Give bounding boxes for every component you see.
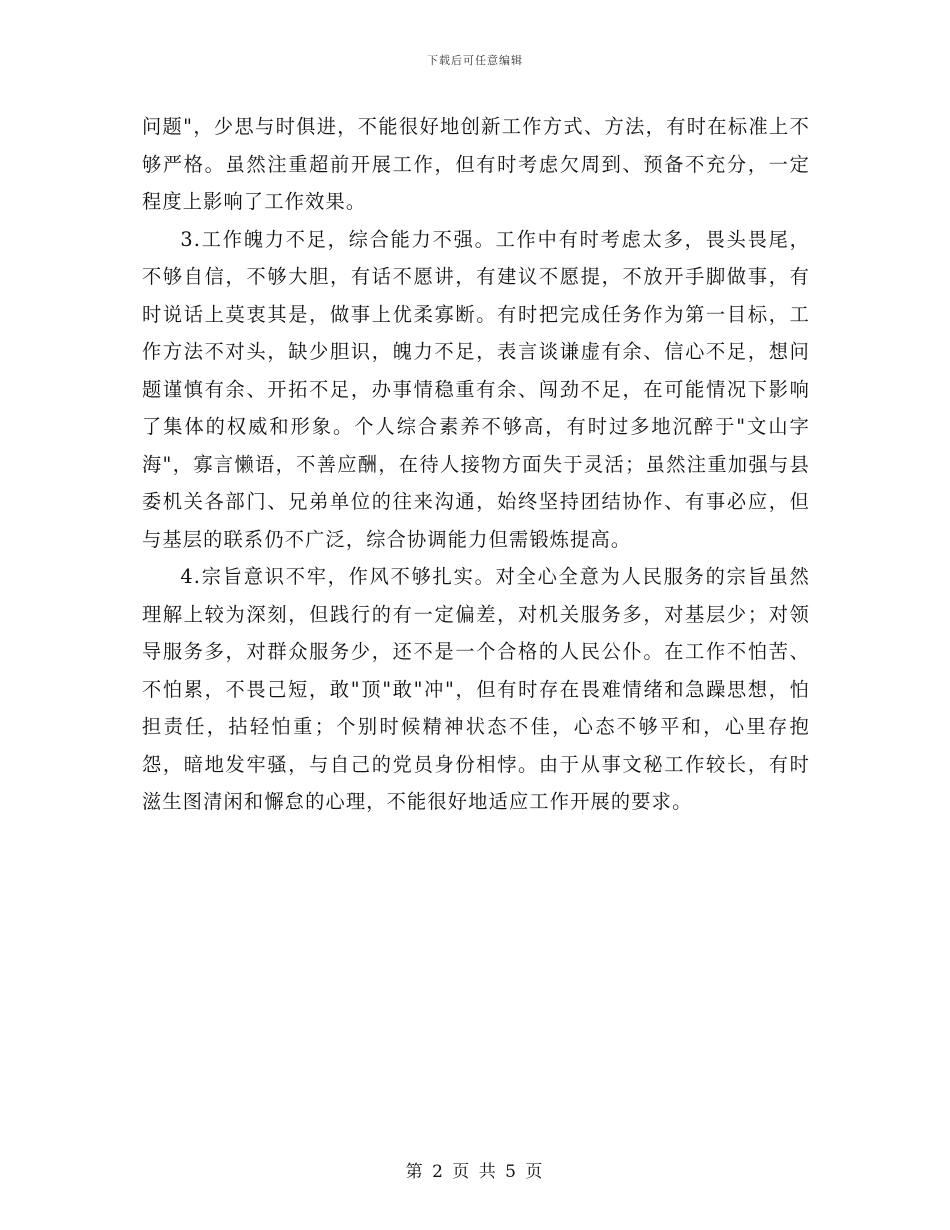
paragraph-continuation: 问题"，少思与时俱进，不能很好地创新工作方式、方法，有时在标准上不够严格。虽然注重超前开展工作，但有时考虑欠周到、预备不充分，一定程度上影响了工作效果。 [142, 115, 810, 213]
document-body [142, 108, 810, 821]
paragraph-item-3: 3.工作魄力不足，综合能力不强。工作中有时考虑太多，畏头畏尾，不够自信，不够大胆，有话不愿讲，有建议不愿提，不放开手脚做事，有时说话上莫衷其是，做事上优柔寡断。有时把完成任务作为第一目标，工作方法不对头，缺少胆识，魄力不足，表言谈谦虚有余、信心不足，想问题谨慎有余、开拓不足，办事情稳重有余、闯劲不足，在可能情况下影响了集体的权威和形象。个人综合素养不够高，有时过多地沉醉于"文山字海"，寡言懒语，不善应酬，在待人接物方面失于灵活；虽然注重加强与县委机关各部门、兄弟单位的往来沟通，始终坚持团结协作、有事必应，但与基层的联系仍不广泛，综合协调能力但需锻炼提高。 [142, 227, 810, 551]
page-number: 第 2 页 共 5 页 [405, 1162, 545, 1182]
page-header: 下载后可任意编辑 [427, 54, 523, 67]
paragraph-item-4: 4.宗旨意识不牢，作风不够扎实。对全心全意为人民服务的宗旨虽然理解上较为深刻，但践行的有一定偏差，对机关服务多，对基层少；对领导服务多，对群众服务少，还不是一个合格的人民公仆。在工作不怕苦、不怕累，不畏己短，敢"顶"敢"冲"，但有时存在畏难情绪和急躁思想，怕担责任，拈轻怕重；个别时候精神状态不佳，心态不够平和，心里存抱怨，暗地发牢骚，与自己的党员身份相悖。由于从事文秘工作较长，有时滋生图清闲和懈怠的心理，不能很好地适应工作开展的要求。 [142, 565, 810, 813]
